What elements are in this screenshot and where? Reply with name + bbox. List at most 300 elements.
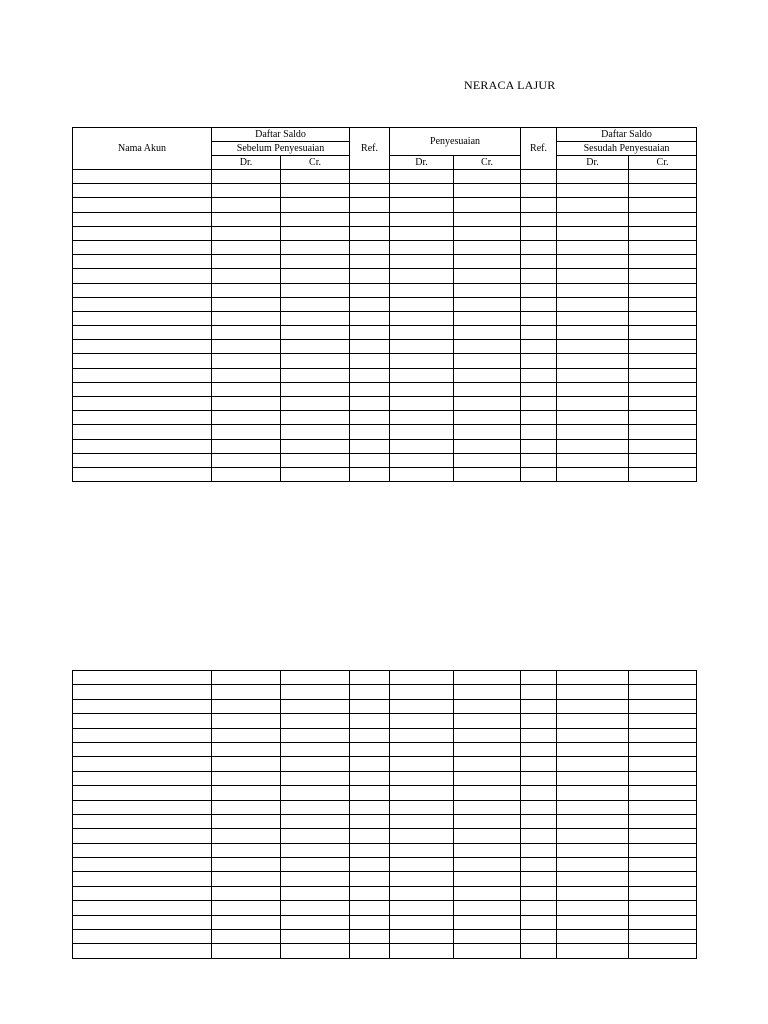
table-cell[interactable] (521, 255, 557, 269)
table-cell[interactable] (350, 198, 390, 212)
table-cell[interactable] (281, 170, 350, 184)
table-cell[interactable] (521, 397, 557, 411)
table-cell[interactable] (390, 212, 454, 226)
table-cell[interactable] (73, 671, 212, 685)
table-cell[interactable] (454, 425, 521, 439)
table-cell[interactable] (557, 728, 629, 742)
table-cell[interactable] (350, 843, 390, 857)
table-cell[interactable] (557, 858, 629, 872)
table-cell[interactable] (629, 240, 697, 254)
table-cell[interactable] (212, 742, 281, 756)
table-cell[interactable] (629, 728, 697, 742)
table-cell[interactable] (212, 915, 281, 929)
table-cell[interactable] (350, 944, 390, 958)
table-cell[interactable] (454, 786, 521, 800)
table-cell[interactable] (350, 311, 390, 325)
table-cell[interactable] (350, 930, 390, 944)
table-cell[interactable] (521, 843, 557, 857)
table-cell[interactable] (73, 269, 212, 283)
table-cell[interactable] (281, 226, 350, 240)
table-cell[interactable] (212, 170, 281, 184)
table-cell[interactable] (212, 226, 281, 240)
table-cell[interactable] (390, 771, 454, 785)
table-cell[interactable] (212, 283, 281, 297)
table-cell[interactable] (629, 858, 697, 872)
table-cell[interactable] (281, 240, 350, 254)
table-cell[interactable] (281, 901, 350, 915)
table-cell[interactable] (454, 872, 521, 886)
table-cell[interactable] (390, 671, 454, 685)
table-cell[interactable] (454, 858, 521, 872)
table-cell[interactable] (212, 411, 281, 425)
table-cell[interactable] (629, 685, 697, 699)
table-cell[interactable] (350, 269, 390, 283)
table-cell[interactable] (557, 184, 629, 198)
table-cell[interactable] (281, 800, 350, 814)
table-cell[interactable] (73, 814, 212, 828)
table-cell[interactable] (212, 184, 281, 198)
table-cell[interactable] (73, 742, 212, 756)
table-cell[interactable] (350, 212, 390, 226)
table-cell[interactable] (390, 354, 454, 368)
table-cell[interactable] (350, 382, 390, 396)
table-cell[interactable] (350, 297, 390, 311)
table-cell[interactable] (212, 872, 281, 886)
table-cell[interactable] (390, 786, 454, 800)
table-cell[interactable] (73, 397, 212, 411)
table-cell[interactable] (557, 269, 629, 283)
table-cell[interactable] (281, 714, 350, 728)
table-cell[interactable] (521, 453, 557, 467)
table-cell[interactable] (521, 915, 557, 929)
table-cell[interactable] (521, 786, 557, 800)
table-cell[interactable] (350, 872, 390, 886)
table-cell[interactable] (629, 354, 697, 368)
table-cell[interactable] (390, 382, 454, 396)
table-cell[interactable] (629, 297, 697, 311)
table-cell[interactable] (454, 453, 521, 467)
table-cell[interactable] (212, 425, 281, 439)
table-cell[interactable] (73, 858, 212, 872)
table-cell[interactable] (557, 901, 629, 915)
table-cell[interactable] (521, 212, 557, 226)
table-cell[interactable] (350, 829, 390, 843)
table-cell[interactable] (557, 886, 629, 900)
table-cell[interactable] (73, 354, 212, 368)
table-cell[interactable] (557, 255, 629, 269)
table-cell[interactable] (454, 757, 521, 771)
table-cell[interactable] (73, 757, 212, 771)
table-cell[interactable] (281, 829, 350, 843)
table-cell[interactable] (73, 382, 212, 396)
table-cell[interactable] (350, 255, 390, 269)
table-cell[interactable] (73, 311, 212, 325)
table-cell[interactable] (629, 872, 697, 886)
table-cell[interactable] (454, 269, 521, 283)
table-cell[interactable] (521, 368, 557, 382)
table-cell[interactable] (350, 283, 390, 297)
table-cell[interactable] (557, 240, 629, 254)
table-cell[interactable] (629, 368, 697, 382)
table-cell[interactable] (73, 915, 212, 929)
table-cell[interactable] (212, 829, 281, 843)
table-cell[interactable] (390, 858, 454, 872)
table-cell[interactable] (73, 800, 212, 814)
table-cell[interactable] (390, 226, 454, 240)
table-cell[interactable] (73, 240, 212, 254)
table-cell[interactable] (281, 843, 350, 857)
table-cell[interactable] (281, 872, 350, 886)
table-cell[interactable] (454, 439, 521, 453)
table-cell[interactable] (454, 184, 521, 198)
table-cell[interactable] (521, 858, 557, 872)
table-cell[interactable] (281, 886, 350, 900)
table-cell[interactable] (521, 728, 557, 742)
table-cell[interactable] (281, 311, 350, 325)
table-cell[interactable] (629, 382, 697, 396)
table-cell[interactable] (521, 198, 557, 212)
table-cell[interactable] (629, 714, 697, 728)
table-cell[interactable] (281, 915, 350, 929)
table-cell[interactable] (350, 240, 390, 254)
table-cell[interactable] (212, 311, 281, 325)
table-cell[interactable] (212, 858, 281, 872)
table-cell[interactable] (629, 411, 697, 425)
table-cell[interactable] (212, 467, 281, 481)
table-cell[interactable] (521, 269, 557, 283)
table-cell[interactable] (212, 354, 281, 368)
table-cell[interactable] (629, 326, 697, 340)
table-cell[interactable] (557, 411, 629, 425)
table-cell[interactable] (390, 326, 454, 340)
table-cell[interactable] (521, 685, 557, 699)
table-cell[interactable] (454, 915, 521, 929)
table-cell[interactable] (73, 843, 212, 857)
table-cell[interactable] (73, 829, 212, 843)
table-cell[interactable] (350, 786, 390, 800)
table-cell[interactable] (281, 340, 350, 354)
table-cell[interactable] (281, 269, 350, 283)
table-cell[interactable] (521, 829, 557, 843)
table-cell[interactable] (629, 255, 697, 269)
table-cell[interactable] (281, 184, 350, 198)
table-cell[interactable] (350, 170, 390, 184)
table-cell[interactable] (629, 944, 697, 958)
table-cell[interactable] (454, 685, 521, 699)
table-cell[interactable] (350, 368, 390, 382)
table-cell[interactable] (629, 453, 697, 467)
table-cell[interactable] (521, 771, 557, 785)
table-cell[interactable] (521, 814, 557, 828)
table-cell[interactable] (557, 814, 629, 828)
table-cell[interactable] (454, 240, 521, 254)
table-cell[interactable] (281, 397, 350, 411)
table-cell[interactable] (629, 311, 697, 325)
table-cell[interactable] (557, 354, 629, 368)
table-cell[interactable] (281, 944, 350, 958)
table-cell[interactable] (350, 714, 390, 728)
table-cell[interactable] (521, 671, 557, 685)
table-cell[interactable] (521, 326, 557, 340)
table-cell[interactable] (212, 671, 281, 685)
table-cell[interactable] (350, 699, 390, 713)
table-cell[interactable] (281, 685, 350, 699)
table-cell[interactable] (390, 340, 454, 354)
table-cell[interactable] (390, 453, 454, 467)
table-cell[interactable] (73, 728, 212, 742)
table-cell[interactable] (557, 326, 629, 340)
table-cell[interactable] (390, 901, 454, 915)
table-cell[interactable] (454, 467, 521, 481)
table-cell[interactable] (521, 382, 557, 396)
table-cell[interactable] (629, 226, 697, 240)
table-cell[interactable] (557, 368, 629, 382)
table-cell[interactable] (212, 439, 281, 453)
table-cell[interactable] (73, 699, 212, 713)
table-cell[interactable] (390, 728, 454, 742)
table-cell[interactable] (557, 930, 629, 944)
table-cell[interactable] (350, 858, 390, 872)
table-cell[interactable] (629, 340, 697, 354)
table-cell[interactable] (281, 411, 350, 425)
table-cell[interactable] (557, 714, 629, 728)
table-cell[interactable] (281, 368, 350, 382)
table-cell[interactable] (454, 411, 521, 425)
table-cell[interactable] (454, 397, 521, 411)
table-cell[interactable] (454, 728, 521, 742)
table-cell[interactable] (73, 184, 212, 198)
table-cell[interactable] (73, 425, 212, 439)
table-cell[interactable] (454, 226, 521, 240)
table-cell[interactable] (629, 930, 697, 944)
table-cell[interactable] (454, 843, 521, 857)
table-cell[interactable] (350, 340, 390, 354)
table-cell[interactable] (629, 829, 697, 843)
table-cell[interactable] (629, 439, 697, 453)
table-cell[interactable] (390, 915, 454, 929)
table-cell[interactable] (629, 467, 697, 481)
table-cell[interactable] (350, 728, 390, 742)
table-cell[interactable] (212, 814, 281, 828)
table-cell[interactable] (73, 439, 212, 453)
table-cell[interactable] (212, 944, 281, 958)
table-cell[interactable] (557, 283, 629, 297)
table-cell[interactable] (557, 699, 629, 713)
table-cell[interactable] (629, 843, 697, 857)
table-cell[interactable] (629, 671, 697, 685)
table-cell[interactable] (557, 439, 629, 453)
table-cell[interactable] (390, 843, 454, 857)
table-cell[interactable] (454, 340, 521, 354)
table-cell[interactable] (454, 771, 521, 785)
table-cell[interactable] (454, 283, 521, 297)
table-cell[interactable] (629, 800, 697, 814)
table-cell[interactable] (390, 283, 454, 297)
table-cell[interactable] (350, 425, 390, 439)
table-cell[interactable] (629, 198, 697, 212)
table-cell[interactable] (629, 901, 697, 915)
table-cell[interactable] (281, 453, 350, 467)
table-cell[interactable] (212, 255, 281, 269)
table-cell[interactable] (281, 212, 350, 226)
table-cell[interactable] (281, 699, 350, 713)
table-cell[interactable] (350, 742, 390, 756)
table-cell[interactable] (557, 467, 629, 481)
table-cell[interactable] (350, 771, 390, 785)
table-cell[interactable] (390, 170, 454, 184)
table-cell[interactable] (521, 184, 557, 198)
table-cell[interactable] (521, 425, 557, 439)
table-cell[interactable] (629, 170, 697, 184)
table-cell[interactable] (350, 184, 390, 198)
table-cell[interactable] (521, 886, 557, 900)
table-cell[interactable] (281, 742, 350, 756)
table-cell[interactable] (390, 255, 454, 269)
table-cell[interactable] (521, 944, 557, 958)
table-cell[interactable] (521, 226, 557, 240)
table-cell[interactable] (390, 930, 454, 944)
table-cell[interactable] (281, 728, 350, 742)
table-cell[interactable] (557, 198, 629, 212)
table-cell[interactable] (281, 297, 350, 311)
table-cell[interactable] (73, 872, 212, 886)
table-cell[interactable] (281, 757, 350, 771)
table-cell[interactable] (212, 901, 281, 915)
table-cell[interactable] (521, 800, 557, 814)
table-cell[interactable] (629, 425, 697, 439)
table-cell[interactable] (629, 757, 697, 771)
table-cell[interactable] (73, 944, 212, 958)
table-cell[interactable] (73, 411, 212, 425)
table-cell[interactable] (350, 886, 390, 900)
table-cell[interactable] (521, 340, 557, 354)
table-cell[interactable] (73, 901, 212, 915)
table-cell[interactable] (281, 467, 350, 481)
table-cell[interactable] (629, 184, 697, 198)
table-cell[interactable] (350, 901, 390, 915)
table-cell[interactable] (73, 326, 212, 340)
table-cell[interactable] (73, 297, 212, 311)
table-cell[interactable] (390, 368, 454, 382)
table-cell[interactable] (73, 212, 212, 226)
table-cell[interactable] (629, 915, 697, 929)
table-cell[interactable] (212, 714, 281, 728)
table-cell[interactable] (454, 311, 521, 325)
table-cell[interactable] (73, 340, 212, 354)
table-cell[interactable] (350, 467, 390, 481)
table-cell[interactable] (557, 915, 629, 929)
table-cell[interactable] (629, 269, 697, 283)
table-cell[interactable] (73, 283, 212, 297)
table-cell[interactable] (521, 311, 557, 325)
table-cell[interactable] (390, 800, 454, 814)
table-cell[interactable] (557, 944, 629, 958)
table-cell[interactable] (557, 742, 629, 756)
table-cell[interactable] (212, 340, 281, 354)
table-cell[interactable] (212, 212, 281, 226)
table-cell[interactable] (521, 170, 557, 184)
table-cell[interactable] (454, 944, 521, 958)
table-cell[interactable] (454, 212, 521, 226)
table-cell[interactable] (350, 757, 390, 771)
table-cell[interactable] (454, 297, 521, 311)
table-cell[interactable] (281, 786, 350, 800)
table-cell[interactable] (390, 467, 454, 481)
table-cell[interactable] (73, 886, 212, 900)
table-cell[interactable] (73, 930, 212, 944)
table-cell[interactable] (557, 843, 629, 857)
table-cell[interactable] (281, 814, 350, 828)
table-cell[interactable] (73, 170, 212, 184)
table-cell[interactable] (281, 255, 350, 269)
table-cell[interactable] (212, 453, 281, 467)
table-cell[interactable] (73, 255, 212, 269)
table-cell[interactable] (212, 382, 281, 396)
table-cell[interactable] (390, 829, 454, 843)
table-cell[interactable] (454, 699, 521, 713)
table-cell[interactable] (521, 714, 557, 728)
table-cell[interactable] (390, 714, 454, 728)
table-cell[interactable] (212, 771, 281, 785)
table-cell[interactable] (390, 699, 454, 713)
table-cell[interactable] (521, 901, 557, 915)
table-cell[interactable] (281, 425, 350, 439)
table-cell[interactable] (557, 800, 629, 814)
table-cell[interactable] (350, 800, 390, 814)
table-cell[interactable] (350, 915, 390, 929)
table-cell[interactable] (281, 382, 350, 396)
table-cell[interactable] (557, 771, 629, 785)
table-cell[interactable] (521, 439, 557, 453)
table-cell[interactable] (521, 240, 557, 254)
table-cell[interactable] (390, 411, 454, 425)
table-cell[interactable] (557, 829, 629, 843)
table-cell[interactable] (390, 198, 454, 212)
table-cell[interactable] (557, 786, 629, 800)
table-cell[interactable] (390, 814, 454, 828)
table-cell[interactable] (390, 397, 454, 411)
table-cell[interactable] (73, 714, 212, 728)
table-cell[interactable] (73, 771, 212, 785)
table-cell[interactable] (73, 453, 212, 467)
table-cell[interactable] (521, 354, 557, 368)
table-cell[interactable] (454, 382, 521, 396)
table-cell[interactable] (390, 886, 454, 900)
table-cell[interactable] (521, 411, 557, 425)
table-cell[interactable] (454, 930, 521, 944)
table-cell[interactable] (281, 198, 350, 212)
table-cell[interactable] (212, 685, 281, 699)
table-cell[interactable] (281, 858, 350, 872)
table-cell[interactable] (557, 425, 629, 439)
table-cell[interactable] (557, 226, 629, 240)
table-cell[interactable] (629, 742, 697, 756)
table-cell[interactable] (281, 326, 350, 340)
table-cell[interactable] (350, 397, 390, 411)
table-cell[interactable] (629, 283, 697, 297)
table-cell[interactable] (454, 671, 521, 685)
table-cell[interactable] (212, 397, 281, 411)
table-cell[interactable] (350, 814, 390, 828)
table-cell[interactable] (390, 240, 454, 254)
table-cell[interactable] (390, 311, 454, 325)
table-cell[interactable] (454, 814, 521, 828)
table-cell[interactable] (390, 184, 454, 198)
table-cell[interactable] (281, 671, 350, 685)
table-cell[interactable] (350, 326, 390, 340)
table-cell[interactable] (629, 786, 697, 800)
table-cell[interactable] (629, 771, 697, 785)
